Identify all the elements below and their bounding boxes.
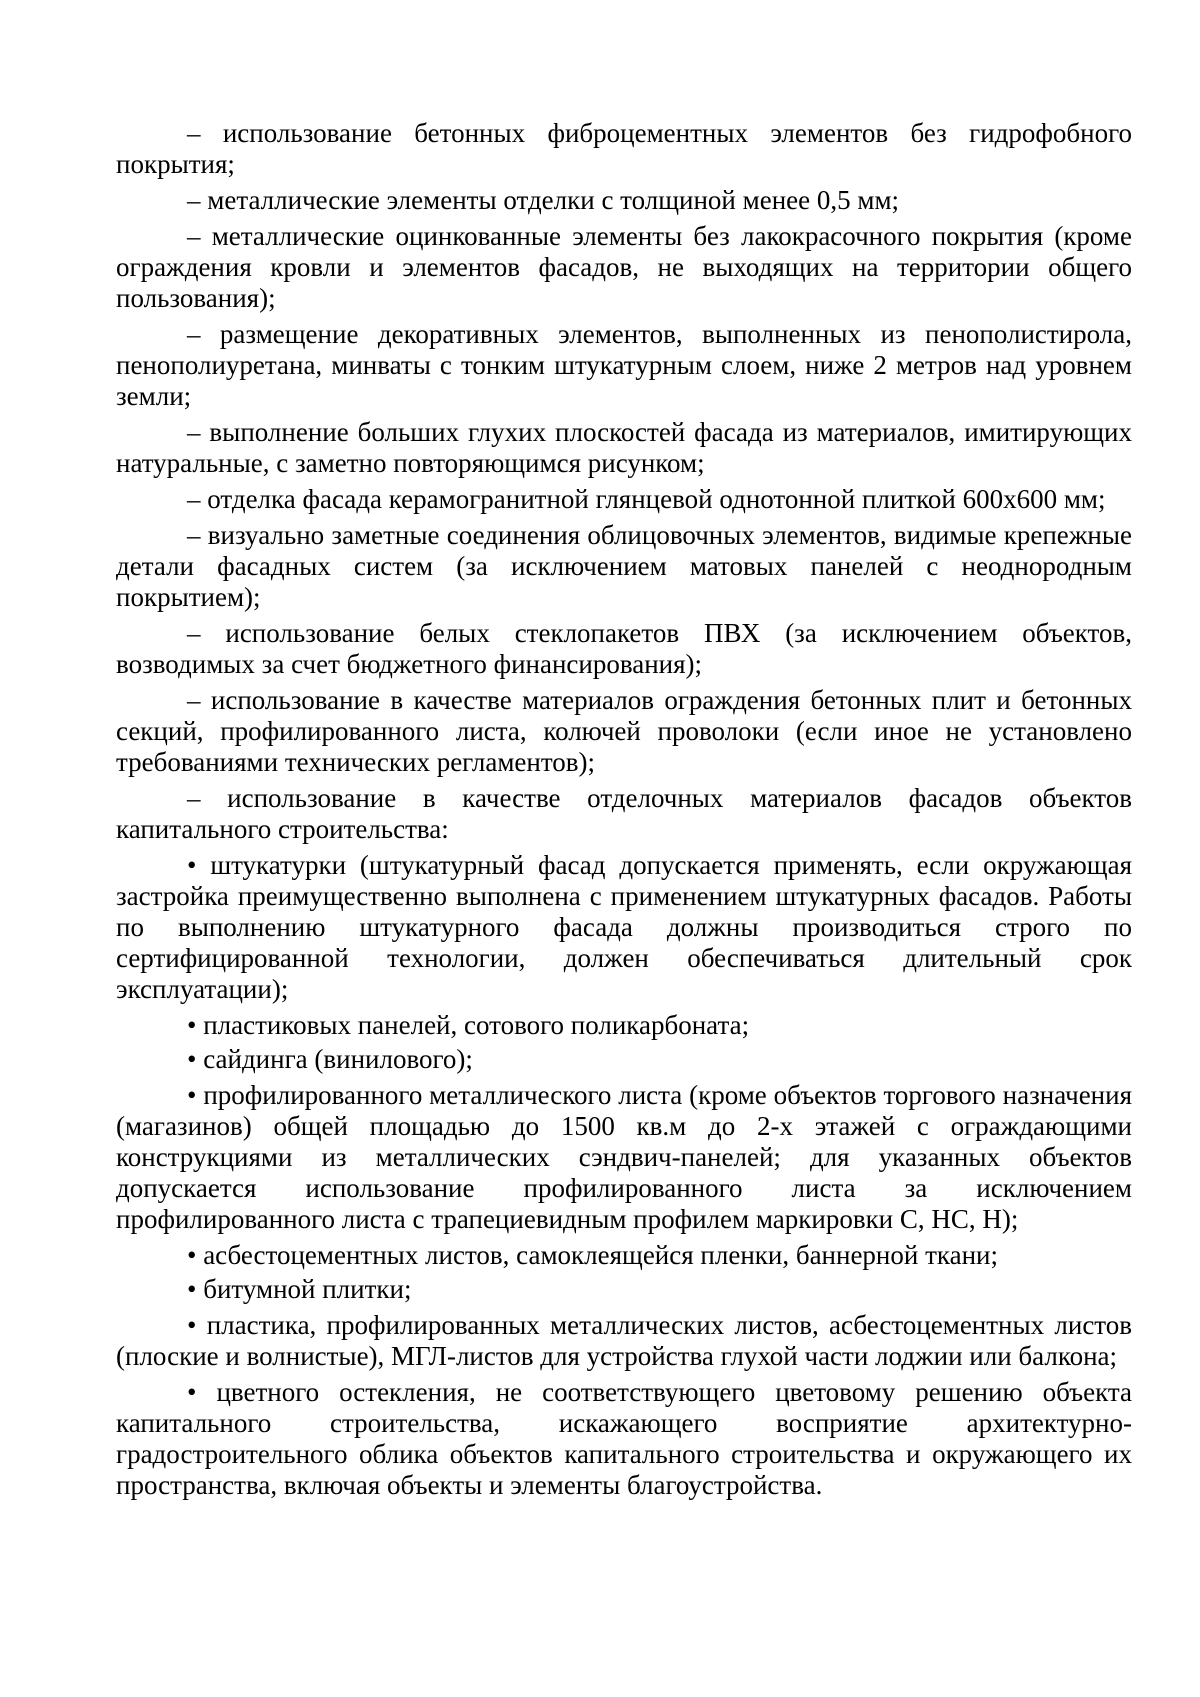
list-item: – размещение декоративных элементов, выполненных из пенополистирола, пенополиуретана, минваты с тонким штукатурным слоем, ниже 2 метров над уровнем земли; [116,319,1132,411]
list-item: – металлические оцинкованные элементы без лакокрасочного покрытия (кроме ограждения кровли и элементов фасадов, не выходящих на территории общего пользования); [116,221,1132,313]
bullet-item: • штукатурки (штукатурный фасад допускается применять, если окружающая застройка преимущественно выполнена с применением штукатурных фасадов. Работы по выполнению штукатурного фасада должны производиться строго по сертифицированной технологии, должен обеспечиваться длительный срок эксплуатации); [116,850,1132,1004]
bullet-item: • пластиковых панелей, сотового поликарбоната; [187,1010,750,1040]
list-item: – отделка фасада керамогранитной глянцевой однотонной плиткой 600х600 мм; [187,484,1106,514]
list-item: – использование белых стеклопакетов ПВХ (за исключением объектов, возводимых за счет бюджетного финансирования); [116,618,1132,679]
bullet-item: • битумной плитки; [187,1274,412,1304]
bullet-item: • асбестоцементных листов, самоклеящейся пленки, баннерной ткани; [187,1240,998,1270]
bullet-item: • цветного остекления, не соответствующего цветовому решению объекта капитального строительства, искажающего восприятие архитектурно-градостроительного облика объектов капитального строительства и окружающего их пространства, включая объекты и элементы благоустройства. [116,1377,1132,1500]
list-item: – использование бетонных фиброцементных элементов без гидрофобного покрытия; [116,118,1132,179]
list-item: – использование в качестве материалов ограждения бетонных плит и бетонных секций, профилированного листа, колючей проволоки (если иное не установлено требованиями технических регламентов); [116,685,1132,777]
bullet-item: • сайдинга (винилового); [187,1044,473,1074]
bullet-item: • профилированного металлического листа (кроме объектов торгового назначения (магазинов) общей площадью до 1500 кв.м до 2-х этажей с ограждающими конструкциями из металлических сэндвич-панелей; для указанных объектов допускается использование профилированного листа за исключением профилированного листа с трапециевидным профилем маркировки С, НС, Н); [116,1080,1132,1234]
list-item: – визуально заметные соединения облицовочных элементов, видимые крепежные детали фасадных систем (за исключением матовых панелей с неоднородным покрытием); [116,520,1132,612]
list-item: – металлические элементы отделки с толщиной менее 0,5 мм; [187,185,900,215]
list-item: – использование в качестве отделочных материалов фасадов объектов капитального строительства: [116,783,1132,844]
list-item: – выполнение больших глухих плоскостей фасада из материалов, имитирующих натуральные, с заметно повторяющимся рисунком; [116,417,1132,478]
bullet-item: • пластика, профилированных металлических листов, асбестоцементных листов (плоские и волнистые), МГЛ-листов для устройства глухой части лоджии или балкона; [116,1310,1132,1371]
